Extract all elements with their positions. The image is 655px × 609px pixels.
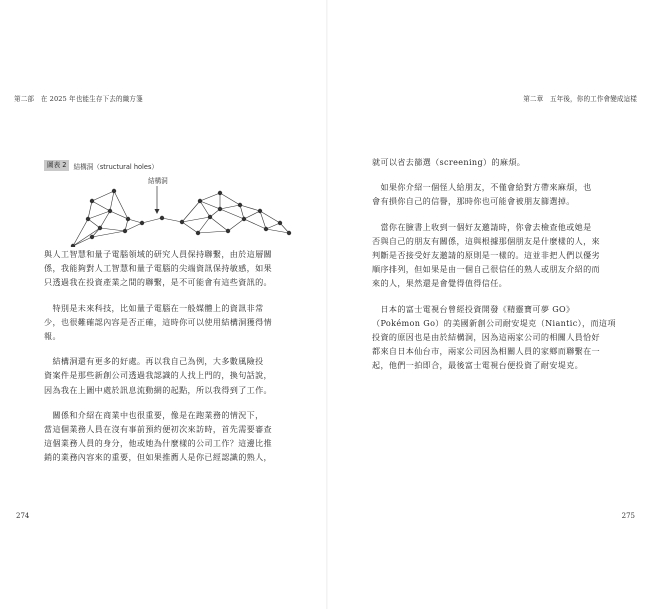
text-line: 就可以省去篩選（screening）的麻煩。 — [372, 157, 526, 167]
text-line: 特別是未來科技，比如量子電腦在一般媒體上的資訊非常 — [44, 302, 264, 313]
text-line: 係，我能夠對人工智慧和量子電腦的尖端資訊保持敏感，如果 — [44, 263, 272, 274]
text-line: 順序排列，但如果是由一個自己很信任的熟人或朋友介紹的而 — [372, 264, 600, 275]
text-line: 都來自日本仙台市，兩家公司因為相關人員的家鄉而聯繫在一 — [372, 346, 600, 357]
text-line: 日本的富士電視台曾經投資開發《精靈寶可夢 GO》 — [372, 303, 575, 314]
left-running-head: 第二部 在 2025 年也能生存下去的織方箋 — [14, 95, 143, 103]
text-line: 投資的原因也是由於結構洞，因為這兩家公司的相關人員恰好 — [372, 332, 600, 343]
text-line: （Pokémon Go）的美國新創公司耐安堤克（Niantic），而這項 — [372, 317, 616, 328]
figure-tag: 圖表 2 — [44, 160, 69, 171]
structural-hole-arrow — [155, 186, 160, 214]
left-page-number: 274 — [16, 512, 30, 520]
text-line: 因為我在上圖中處於訊息流動網的起點，所以我得到了工作。 — [44, 384, 272, 395]
network-nodes — [71, 189, 291, 247]
text-line: 這個業務人員的身分，他或她為什麼樣的公司工作？這邊比推 — [44, 438, 272, 449]
text-line: 報。 — [44, 331, 61, 342]
text-line: 關係和介紹在商業中也很重要，像是在跑業務的情況下， — [44, 409, 264, 420]
network-edges — [73, 191, 289, 246]
text-line: 會有損你自己的信譽，那時你也可能會被朋友篩選掉。 — [372, 196, 575, 207]
text-line: 如果你介紹一個怪人給朋友，不僅會給對方帶來麻煩，也 — [372, 182, 592, 193]
text-line: 結構洞還有更多的好處。再以我自己為例，大多數風險投 — [44, 356, 264, 367]
figure-caption: 結構洞（structural holes） — [73, 162, 158, 171]
text-line: 否與自己的朋友有關係，這與根據那個朋友是什麼樣的人，來 — [372, 235, 600, 246]
structural-holes-diagram — [70, 171, 292, 247]
left-page — [0, 0, 327, 609]
text-line: 只透過我在投資產業之間的聯繫，是不可能會有這些資訊的。 — [44, 277, 272, 288]
figure-label — [44, 160, 158, 171]
right-running-head: 第二章 五年後，你的工作會變成這樣 — [523, 95, 637, 103]
text-line: 與人工智慧和量子電腦領域的研究人員保持聯繫，由於這層關 — [44, 249, 272, 259]
text-line: 資案件是那些新創公司透過我認識的人找上門的，換句話說， — [44, 370, 272, 381]
right-body-text — [372, 155, 618, 373]
right-page-number: 275 — [621, 512, 635, 520]
left-body-text — [44, 247, 284, 465]
text-line: 當這個業務人員在沒有事前預約便初次來訪時，首先需要審查 — [44, 424, 272, 435]
text-line: 判斷是否接受好友邀請的原則是一樣的。這並非把人們以優劣 — [372, 250, 600, 261]
right-page — [328, 0, 655, 609]
structural-hole-label: 結構洞 — [148, 177, 168, 185]
text-line: 來的人，果然還是會覺得值得信任。 — [372, 278, 508, 289]
text-line: 當你在臉書上收到一個好友邀請時，你會去檢查他或她是 — [372, 221, 592, 232]
text-line: 起，他們一拍即合，最後富士電視台便投資了耐安堤克。 — [372, 360, 584, 371]
text-line: 少，也很難確認內容是否正確，這時你可以使用結構洞獲得情 — [44, 316, 272, 327]
text-line: 銷的業務內容來的重要，但如果推薦人是你已經認識的熟人， — [44, 452, 272, 463]
